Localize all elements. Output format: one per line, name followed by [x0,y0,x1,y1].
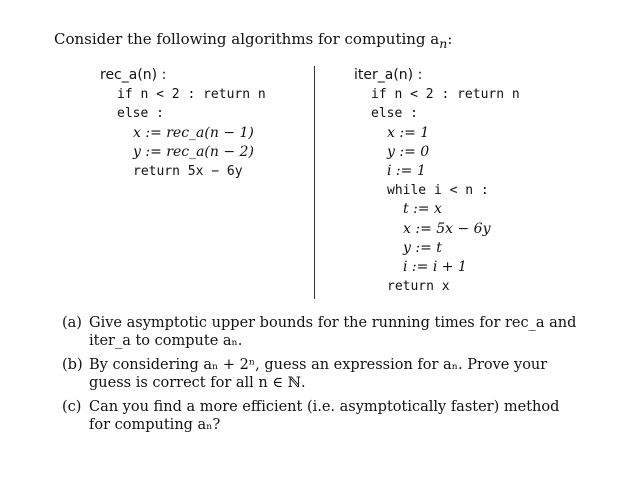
iter-line-8: x := 5x − 6y [403,220,491,237]
question-a-label: (a) [62,315,82,331]
intro-subscript: n [439,36,448,51]
question-c-text: Can you find a more efficient (i.e. asymptotically faster) method for computing aₙ? [89,399,560,433]
iter-line-7: t := x [403,201,442,218]
intro-main: Consider the following algorithms for computing a [54,30,440,48]
intro-text [54,30,452,51]
iter-line-9: y := t [403,239,442,256]
iter-line-4: y := 0 [387,143,430,160]
iter-line-3: x := 1 [387,124,430,141]
iter-line-6: while i < n : [387,183,489,199]
iter-line-2: else : [371,106,418,122]
rec-line-3: x := rec_a(n − 1) [133,124,254,141]
column-divider [314,66,315,299]
iter-header: iter_a(n) : [354,67,423,83]
rec-header: rec_a(n) : [100,67,167,83]
rec-line-1: if n < 2 : return n [117,87,266,103]
question-b-text: By considering aₙ + 2ⁿ, guess an expression for aₙ. Prove your guess is correct for all n ∈ ℕ. [89,357,548,391]
intro-tail: : [447,30,453,48]
question-list [62,314,582,440]
question-a-text: Give asymptotic upper bounds for the running times for rec_a and iter_a to compute aₙ. [89,315,577,349]
rec-line-4: y := rec_a(n − 2) [133,143,254,160]
question-b [62,356,582,392]
question-c [62,398,582,434]
question-a [62,314,582,350]
rec-line-2: else : [117,106,164,122]
iter-algorithm [354,66,520,296]
iter-line-11: return x [387,279,450,295]
question-c-label: (c) [62,399,82,415]
iter-line-5: i := 1 [387,163,426,180]
rec-algorithm [100,66,266,181]
question-b-label: (b) [62,357,83,373]
rec-line-5: return 5x − 6y [133,164,243,180]
iter-line-1: if n < 2 : return n [371,87,520,103]
iter-line-10: i := i + 1 [403,259,467,276]
